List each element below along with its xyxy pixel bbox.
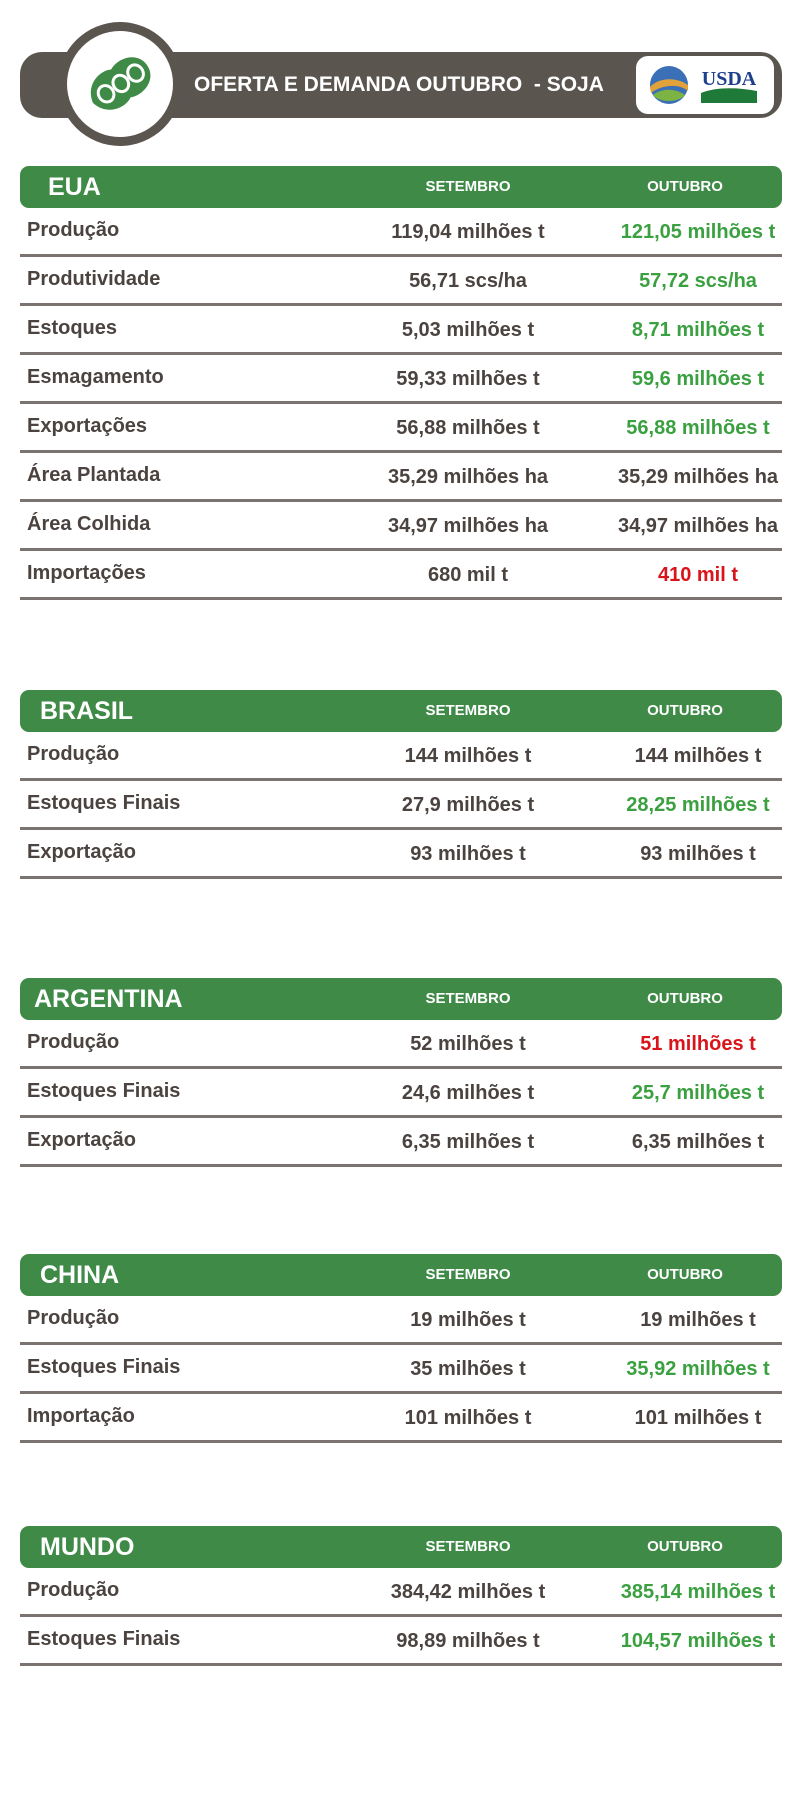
table-row <box>20 502 782 551</box>
column-header-outubro: OUTUBRO <box>647 702 723 719</box>
value-setembro: 35 milhões t <box>410 1358 526 1380</box>
value-outubro: 104,57 milhões t <box>620 1630 776 1652</box>
value-setembro: 59,33 milhões t <box>396 368 540 390</box>
row-label: Estoques <box>27 317 118 339</box>
row-label: Estoques Finais <box>27 1628 181 1650</box>
table-row <box>20 1069 782 1118</box>
value-outubro: 28,25 milhões t <box>626 794 770 816</box>
row-label: Área Colhida <box>27 513 151 535</box>
value-outubro: 8,71 milhões t <box>631 319 765 341</box>
table-row <box>20 1296 782 1345</box>
row-label: Estoques Finais <box>27 1080 181 1102</box>
row-label: Estoques Finais <box>27 792 181 814</box>
table-row <box>20 257 782 306</box>
section-eua <box>20 166 782 600</box>
section-brasil <box>20 690 782 879</box>
table-row <box>20 404 782 453</box>
row-label: Produção <box>27 1307 120 1329</box>
value-outubro: 34,97 milhões ha <box>617 515 779 537</box>
row-label: Área Plantada <box>27 464 161 486</box>
column-header-setembro: SETEMBRO <box>425 1538 511 1555</box>
value-outubro: 385,14 milhões t <box>620 1581 776 1603</box>
section-header <box>20 166 782 208</box>
value-setembro: 101 milhões t <box>404 1407 532 1429</box>
value-outubro: 6,35 milhões t <box>631 1131 765 1153</box>
section-title: EUA <box>48 173 101 201</box>
value-outubro: 410 mil t <box>657 564 739 586</box>
table-row <box>20 306 782 355</box>
column-header-outubro: OUTUBRO <box>647 990 723 1007</box>
row-label: Importação <box>27 1405 135 1427</box>
section-china <box>20 1254 782 1443</box>
column-header-outubro: OUTUBRO <box>647 1538 723 1555</box>
table-row <box>20 1394 782 1443</box>
value-setembro: 52 milhões t <box>410 1033 526 1055</box>
value-setembro: 93 milhões t <box>410 843 526 865</box>
table-row <box>20 781 782 830</box>
value-outubro: 144 milhões t <box>634 745 762 767</box>
value-outubro: 59,6 milhões t <box>631 368 765 390</box>
value-setembro: 34,97 milhões ha <box>387 515 549 537</box>
table-row <box>20 551 782 600</box>
value-setembro: 384,42 milhões t <box>390 1581 546 1603</box>
section-title: ARGENTINA <box>34 985 183 1013</box>
table-row <box>20 1118 782 1167</box>
value-outubro: 25,7 milhões t <box>631 1082 765 1104</box>
row-label: Exportações <box>27 415 148 437</box>
column-header-setembro: SETEMBRO <box>425 990 511 1007</box>
row-label: Produção <box>27 1579 120 1601</box>
table-row <box>20 1568 782 1617</box>
row-label: Produção <box>27 1031 120 1053</box>
table-row <box>20 1020 782 1069</box>
row-label: Esmagamento <box>27 366 164 388</box>
value-outubro: 51 milhões t <box>640 1033 756 1055</box>
section-header <box>20 978 782 1020</box>
value-setembro: 35,29 milhões ha <box>387 466 549 488</box>
section-header <box>20 1526 782 1568</box>
table-row <box>20 355 782 404</box>
table-row <box>20 732 782 781</box>
column-header-setembro: SETEMBRO <box>425 702 511 719</box>
value-outubro: 56,88 milhões t <box>626 417 770 439</box>
page-title: OFERTA E DEMANDA OUTUBRO - SOJA <box>194 73 604 96</box>
value-outubro: 19 milhões t <box>640 1309 756 1331</box>
row-label: Exportação <box>27 841 136 863</box>
row-label: Estoques Finais <box>27 1356 181 1378</box>
value-setembro: 119,04 milhões t <box>391 221 545 243</box>
soybean-pod-icon <box>67 31 173 137</box>
column-header-setembro: SETEMBRO <box>425 1266 511 1283</box>
value-setembro: 56,71 scs/ha <box>409 270 527 292</box>
value-setembro: 27,9 milhões t <box>401 794 535 816</box>
table-row <box>20 453 782 502</box>
value-setembro: 98,89 milhões t <box>396 1630 540 1652</box>
value-outubro: 93 milhões t <box>640 843 756 865</box>
section-title: BRASIL <box>40 697 134 725</box>
section-mundo <box>20 1526 782 1666</box>
column-header-outubro: OUTUBRO <box>647 1266 723 1283</box>
value-setembro: 5,03 milhões t <box>401 319 535 341</box>
column-header-outubro: OUTUBRO <box>647 178 723 195</box>
row-label: Produção <box>27 743 120 765</box>
table-row <box>20 1617 782 1666</box>
value-setembro: 24,6 milhões t <box>401 1082 535 1104</box>
value-outubro: 35,29 milhões ha <box>617 466 779 488</box>
row-label: Produção <box>27 219 120 241</box>
usda-logo <box>636 56 774 114</box>
section-header <box>20 1254 782 1296</box>
value-outubro: 35,92 milhões t <box>626 1358 770 1380</box>
row-label: Produtividade <box>27 268 161 290</box>
value-setembro: 6,35 milhões t <box>401 1131 535 1153</box>
value-outubro: 121,05 milhões t <box>620 221 776 243</box>
section-header <box>20 690 782 732</box>
row-label: Exportação <box>27 1129 136 1151</box>
value-outubro: 101 milhões t <box>634 1407 762 1429</box>
section-title: CHINA <box>40 1261 120 1289</box>
table-row <box>20 1345 782 1394</box>
usda-logo-text: USDA <box>701 68 757 90</box>
value-setembro: 680 mil t <box>427 564 509 586</box>
value-setembro: 56,88 milhões t <box>396 417 540 439</box>
section-title: MUNDO <box>40 1533 135 1561</box>
logo-badge <box>58 22 182 146</box>
value-setembro: 19 milhões t <box>410 1309 526 1331</box>
column-header-setembro: SETEMBRO <box>425 178 511 195</box>
section-argentina <box>20 978 782 1167</box>
row-label: Importações <box>27 562 146 584</box>
value-setembro: 144 milhões t <box>404 745 532 767</box>
table-row <box>20 830 782 879</box>
table-row <box>20 208 782 257</box>
value-outubro: 57,72 scs/ha <box>639 270 757 292</box>
